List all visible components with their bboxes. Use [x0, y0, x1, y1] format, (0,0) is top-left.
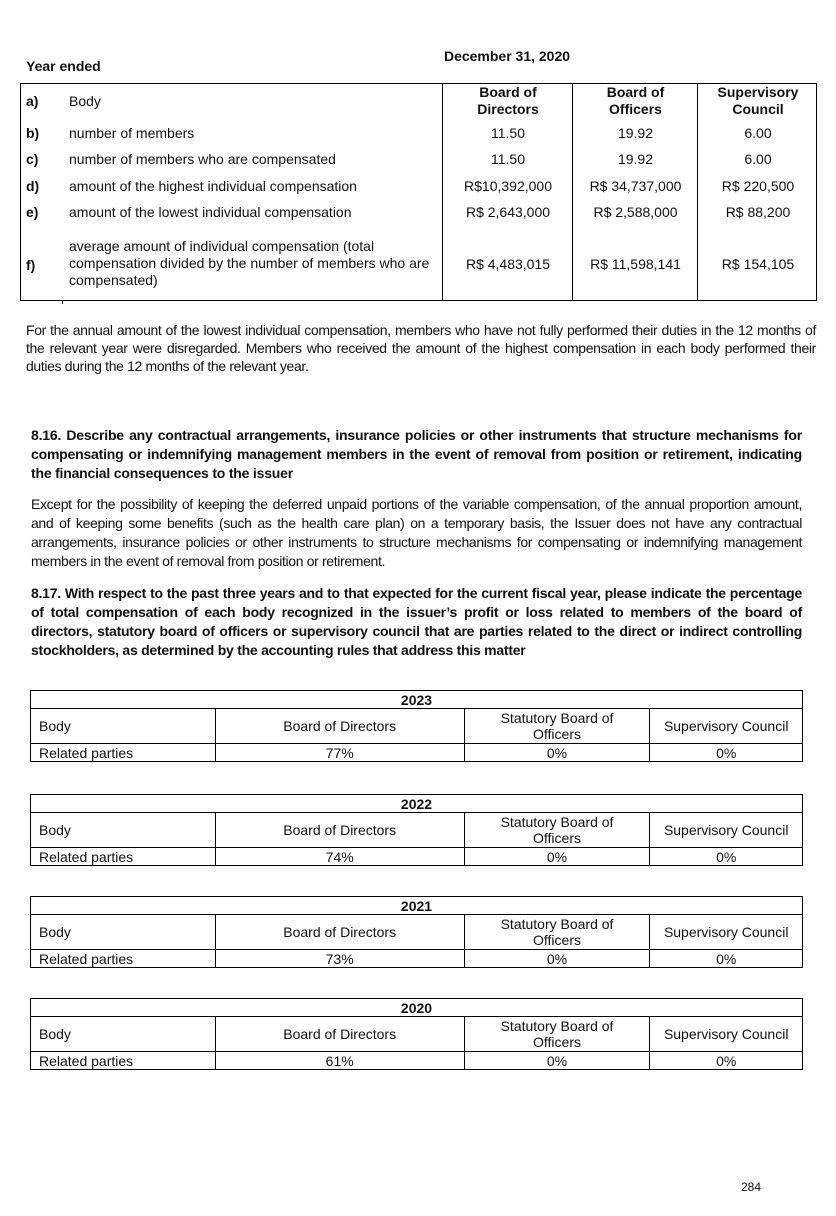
- value-board-of-directors: 77%: [215, 744, 464, 762]
- header-body: Body: [31, 709, 216, 744]
- related-parties-table-2020: [30, 998, 803, 1070]
- value-statutory-board-of-officers: 0%: [464, 848, 650, 866]
- value-statutory-board-of-officers: 0%: [464, 744, 650, 762]
- row-label: average amount of individual compensation (total compensation divided by the number of members who are compensated): [69, 238, 430, 288]
- row-label-related-parties: Related parties: [31, 744, 216, 762]
- related-parties-table-2022: [30, 794, 803, 866]
- table-year: 2023: [31, 691, 803, 709]
- cell-value: R$ 154,105: [721, 256, 795, 272]
- section-817-heading: 8.17. With respect to the past three years and to that expected for the current fiscal year, please indicate the percentage of total compensation of each body recognized in the issuer’s profit or loss related to members of the board of directors, statutory board of officers or supervisory council that are parties related to the direct or indirect controlling stockholders, as determined by the accounting rules that address this matter: [31, 585, 802, 658]
- row-label-related-parties: Related parties: [31, 950, 216, 968]
- cell-value: 19.92: [617, 151, 654, 167]
- value-statutory-board-of-officers: 0%: [464, 950, 650, 968]
- value-board-of-directors: 74%: [215, 848, 464, 866]
- related-parties-table-2023: [30, 690, 803, 762]
- header-board-of-directors: Board of Directors: [215, 915, 464, 950]
- header-body: Body: [31, 1017, 216, 1052]
- table-year: 2022: [31, 795, 803, 813]
- row-label: number of members who are compensated: [69, 151, 336, 167]
- table-year: 2020: [31, 999, 803, 1017]
- row-label: number of members: [69, 125, 195, 141]
- cell-value: R$10,392,000: [464, 178, 552, 194]
- value-supervisory-council: 0%: [650, 1052, 803, 1070]
- value-statutory-board-of-officers: 0%: [464, 1052, 650, 1070]
- cell-value: 11.50: [491, 125, 525, 141]
- cell-value: R$ 220,500: [721, 178, 795, 194]
- header-statutory-board-of-officers: Statutory Board of Officers: [464, 813, 650, 848]
- cell-value: 6.00: [744, 151, 772, 167]
- row-label: amount of the lowest individual compensation: [69, 204, 352, 220]
- header-board-of-directors: Board of Directors: [215, 813, 464, 848]
- header-statutory-board-of-officers: Statutory Board of Officers: [464, 915, 650, 950]
- value-board-of-directors: 73%: [215, 950, 464, 968]
- lowest-compensation-note: For the annual amount of the lowest individual compensation, members who have not fully performed their duties in the 12 months of the relevant year were disregarded. Members who received the amount of the highest compensation in each body performed their duties during the 12 months of the relevant year.: [26, 322, 816, 374]
- row-letter: e): [26, 204, 39, 220]
- value-board-of-directors: 61%: [215, 1052, 464, 1070]
- row-letter: f): [26, 257, 36, 273]
- value-supervisory-council: 0%: [650, 744, 803, 762]
- cell-value: 19.92: [617, 125, 654, 141]
- header-statutory-board-of-officers: Statutory Board of Officers: [464, 709, 650, 744]
- cell-value: R$ 34,737,000: [589, 178, 682, 194]
- cell-value: R$ 2,643,000: [465, 204, 551, 220]
- header-supervisory-council: Supervisory Council: [650, 813, 803, 848]
- header-statutory-board-of-officers: Statutory Board of Officers: [464, 1017, 650, 1052]
- header-supervisory-council: Supervisory Council: [650, 915, 803, 950]
- table-divider-tick: [62, 300, 63, 304]
- cell-value: R$ 11,598,141: [590, 256, 681, 272]
- col-header-board-of-officers: Board of Officers: [606, 84, 665, 117]
- section-816-heading: 8.16. Describe any contractual arrangements, insurance policies or other instruments that structure mechanisms for compensating or indemnifying management members in the event of removal from position or retirement, indicating the financial consequences to the issuer: [31, 427, 802, 481]
- page-number: 284: [741, 1180, 762, 1194]
- header-body: Body: [31, 813, 216, 848]
- row-label: Body: [69, 93, 101, 109]
- related-parties-table-2021: [30, 896, 803, 968]
- table-year: 2021: [31, 897, 803, 915]
- row-letter: b): [26, 125, 40, 141]
- row-letter: c): [26, 151, 39, 167]
- cell-value: 11.50: [491, 151, 525, 167]
- cell-value: 6.00: [744, 125, 772, 141]
- compensation-table: [20, 83, 817, 301]
- value-supervisory-council: 0%: [650, 950, 803, 968]
- cell-value: R$ 88,200: [725, 204, 791, 220]
- row-label-related-parties: Related parties: [31, 1052, 216, 1070]
- value-supervisory-council: 0%: [650, 848, 803, 866]
- period-label: December 31, 2020: [443, 48, 571, 64]
- cell-value: R$ 4,483,015: [465, 256, 551, 272]
- header-board-of-directors: Board of Directors: [215, 709, 464, 744]
- section-816-body: Except for the possibility of keeping the deferred unpaid portions of the variable compensation, of the annual proportion amount, and of keeping some benefits (such as the health care plan) on a temporary basis, the Issuer does not have any contractual arrangements, insurance policies or other instruments to structure mechanisms for compensating or indemnifying management members in the event of removal from position or retirement.: [31, 496, 802, 569]
- col-header-board-of-directors: Board of Directors: [477, 84, 539, 117]
- header-supervisory-council: Supervisory Council: [650, 709, 803, 744]
- header-board-of-directors: Board of Directors: [215, 1017, 464, 1052]
- row-label: amount of the highest individual compensation: [69, 178, 357, 194]
- row-letter: a): [26, 93, 39, 109]
- col-header-supervisory-council: Supervisory Council: [717, 84, 799, 117]
- header-body: Body: [31, 915, 216, 950]
- cell-value: R$ 2,588,000: [593, 204, 678, 220]
- year-ended-label: Year ended: [26, 58, 101, 74]
- header-supervisory-council: Supervisory Council: [650, 1017, 803, 1052]
- row-letter: d): [26, 178, 40, 194]
- row-label-related-parties: Related parties: [31, 848, 216, 866]
